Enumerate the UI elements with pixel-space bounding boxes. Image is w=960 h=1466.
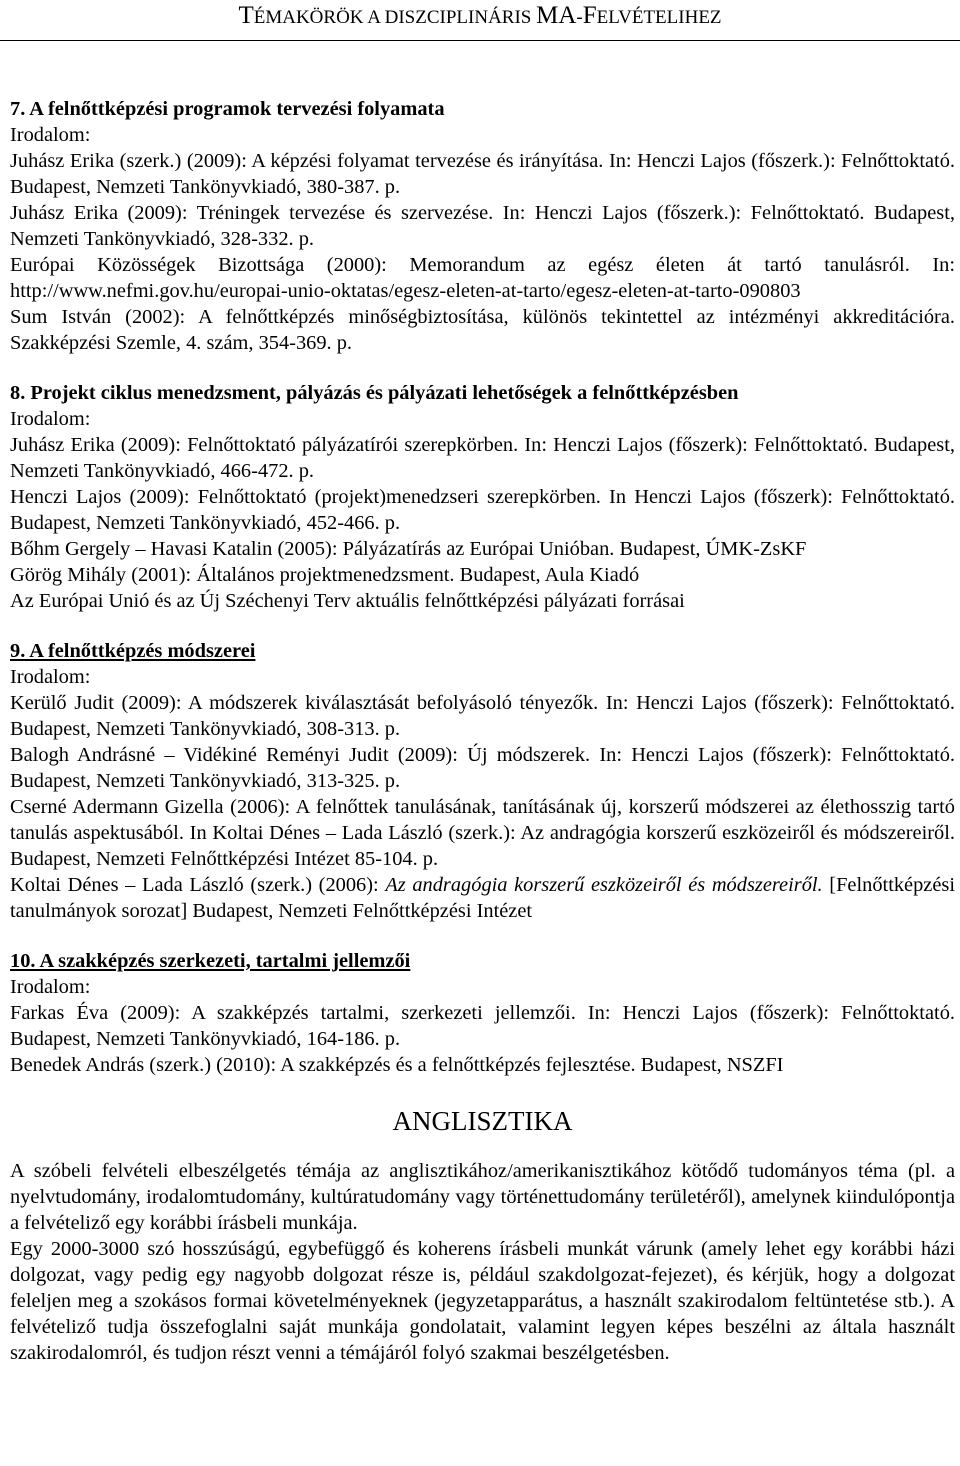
literature-label: Irodalom: <box>10 408 91 430</box>
anglisztika-title: ANGLISZTIKA <box>392 1106 573 1136</box>
section-heading <box>10 638 955 664</box>
header-part: ELVÉTELIHEZ <box>596 7 722 28</box>
section-heading <box>10 948 955 974</box>
reference-entry: Farkas Éva (2009): A szakképzés tartalmi, szerkezeti jellemzői. In: Henczi Lajos (főszerk): Felnőttoktató. Budapest, Nemzeti Tankönyvkiadó, 164-186. p. <box>10 1002 955 1050</box>
body-paragraph: A szóbeli felvételi elbeszélgetés témája az anglisztikához/amerikanisztikához kötődő tudományos téma (pl. a nyelvtudomány, irodalomtudomány, kultúratudomány vagy történettudomány területéről), amelynek kiindulópontja a felvételiző egy korábbi írásbeli munkája. <box>10 1160 955 1234</box>
reference-entry: Görög Mihály (2001): Általános projektmenedzsment. Budapest, Aula Kiadó <box>10 564 640 586</box>
header-part: MA <box>536 2 577 29</box>
reference-italic-title: Az andragógia korszerű eszközeiről és módszereiről. <box>385 874 823 896</box>
reference-entry: Európai Közösségek Bizottsága (2000): Memorandum az egész életen át tartó tanulásról. In: http://www.nefmi.gov.hu/europai-unio-oktatas/egesz-eleten-at-tarto/egesz-eleten-at-tarto-090803 <box>10 254 955 302</box>
reference-entry: Bőhm Gergely – Havasi Katalin (2005): Pályázatírás az Európai Unióban. Budapest, ÚMK-ZsKF <box>10 538 807 560</box>
literature-label: Irodalom: <box>10 124 91 146</box>
section-7 <box>10 96 955 356</box>
header-part: - <box>576 7 583 28</box>
body-paragraph: Egy 2000-3000 szó hosszúságú, egybefüggő és koherens írásbeli munkát várunk (amely lehet egy korábbi házi dolgozat, vagy pedig egy nagyobb dolgozat része is, például szakdolgozat-fejezet), és kérjük, hogy a dolgozat feleljen meg a szokásos formai követelményeknek (jegyzetapparátus, a használt szakirodalom feltüntetése stb.). A felvételiző tudja összefoglalni saját munkája gondolatait, valamint legyen képes beszélni az általa használt szakirodalomról, és tudjon részt venni a témájáról folyó szakmai beszélgetésben. <box>10 1238 955 1364</box>
reference-entry: Juhász Erika (2009): Tréningek tervezése és szervezése. In: Henczi Lajos (főszerk.): Felnőttoktató. Budapest, Nemzeti Tankönyvkiadó, 328-332. p. <box>10 202 955 250</box>
reference-entry: Az Európai Unió és az Új Széchenyi Terv aktuális felnőttképzési pályázati forrásai <box>10 590 685 612</box>
reference-entry: Juhász Erika (szerk.) (2009): A képzési folyamat tervezése és irányítása. In: Henczi Lajos (főszerk.): Felnőttoktató. Budapest, Nemzeti Tankönyvkiadó, 380-387. p. <box>10 150 955 198</box>
header-part: T <box>238 2 254 29</box>
reference-prefix: Koltai Dénes – Lada László (szerk.) (2006): <box>10 874 386 896</box>
header-part: ÉMAKÖRÖK A DISZCIPLINÁRIS <box>253 7 537 28</box>
reference-entry: Cserné Adermann Gizella (2006): A felnőttek tanulásának, tanításának új, korszerű módszerei az élethosszig tartó tanulás aspektusából. In Koltai Dénes – Lada László (szerk.): Az andragógia korszerű eszközeiről és módszereiről. Budapest, Nemzeti Felnőttképzési Intézet 85-104. p. <box>10 796 955 870</box>
section-9 <box>10 638 955 924</box>
reference-entry: Benedek András (szerk.) (2010): A szakképzés és a felnőttképzés fejlesztése. Budapest, NSZFI <box>10 1054 784 1076</box>
reference-entry: Henczi Lajos (2009): Felnőttoktató (projekt)menedzseri szerepkörben. In Henczi Lajos (főszerk): Felnőttoktató. Budapest, Nemzeti Tankönyvkiadó, 452-466. p. <box>10 486 955 534</box>
literature-label: Irodalom: <box>10 666 91 688</box>
section-10 <box>10 948 955 1078</box>
literature-label: Irodalom: <box>10 976 91 998</box>
reference-suffix: [Felnőttképzési tanulmányok sorozat] Budapest, Nemzeti Felnőttképzési Intézet <box>10 874 956 922</box>
reference-entry <box>10 872 955 924</box>
section-8 <box>10 380 955 614</box>
document-body <box>10 96 955 1366</box>
section-heading-text: 10. A szakképzés szerkezeti, tartalmi jellemzői <box>10 950 411 972</box>
section-heading-text: 9. A felnőttképzés módszerei <box>10 640 256 662</box>
reference-entry: Juhász Erika (2009): Felnőttoktató pályázatírói szerepkörben. In: Henczi Lajos (főszerk): Felnőttoktató. Budapest, Nemzeti Tankönyvkiadó, 466-472. p. <box>10 434 955 482</box>
header-part: F <box>582 2 597 29</box>
reference-entry: Kerülő Judit (2009): A módszerek kiválasztását befolyásoló tényezők. In: Henczi Lajos (főszerk): Felnőttoktató. Budapest, Nemzeti Tankönyvkiadó, 308-313. p. <box>10 692 955 740</box>
page-header <box>0 0 960 36</box>
reference-entry: Sum István (2002): A felnőttképzés minőségbiztosítása, különös tekintettel az intézményi akkreditációra. Szakképzési Szemle, 4. szám, 354-369. p. <box>10 306 955 354</box>
section-heading: 8. Projekt ciklus menedzsment, pályázás és pályázati lehetőségek a felnőttképzésben <box>10 382 739 404</box>
reference-entry: Balogh Andrásné – Vidékiné Reményi Judit (2009): Új módszerek. In: Henczi Lajos (főszerk): Felnőttoktató. Budapest, Nemzeti Tankönyvkiadó, 313-325. p. <box>10 744 955 792</box>
section-heading: 7. A felnőttképzési programok tervezési folyamata <box>10 98 445 120</box>
header-divider <box>0 40 960 41</box>
